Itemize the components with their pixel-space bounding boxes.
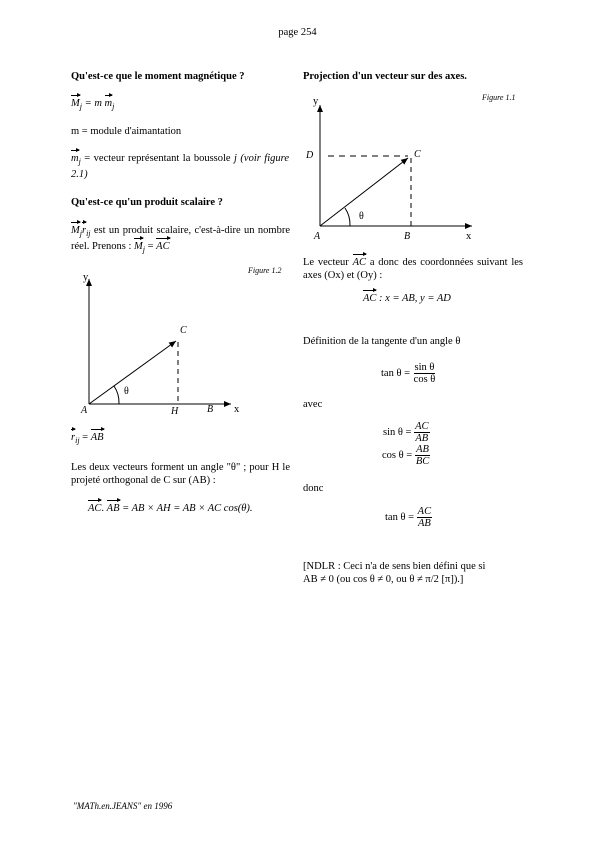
section-heading-magnetic-moment: Qu'est-ce que le moment magnétique ?	[71, 71, 245, 82]
tan-equation: tan θ = $\frac{\text{sin θ}}{\text{cos θ}}$	[381, 362, 436, 385]
scalar-product-paragraph: $M_jr_{ij}$ est un produit scalaire, c'est-à-dire un nombre réel. Prenons : $M_j$ = AC	[71, 225, 290, 255]
label-a: A	[314, 231, 321, 242]
label-y: y	[83, 272, 89, 283]
label-b: B	[404, 231, 411, 242]
angle-arc	[345, 208, 350, 226]
angle-paragraph: Les deux vecteurs forment un angle "θ" ; pour H le projeté orthogonal de C sur (AB) :	[71, 462, 290, 486]
page-number: page 254	[278, 27, 317, 38]
cos-equation: cos θ = $\frac{AB}{BC}$	[382, 444, 430, 467]
tangent-definition: Définition de la tangente d'un angle θ	[303, 336, 461, 347]
label-d: D	[306, 150, 314, 161]
sin-equation: sin θ = $\frac{AC}{AB}$	[383, 421, 429, 444]
figure-caption-1-2: Figure 1.2	[248, 266, 282, 275]
rij-equation: $r_{ij}$ = AB	[71, 432, 104, 446]
figure-caption-1-1: Figure 1.1	[482, 93, 516, 102]
coordinates-equation: AC : x = AB, y = AD	[363, 293, 451, 304]
section-heading-scalar-product: Qu'est-ce qu'un produit scalaire ?	[71, 197, 223, 208]
mj-definition: $m_j$ = vecteur représentant la boussole j (voir figure 2.1)	[71, 153, 289, 181]
section-heading-projection: Projection d'un vecteur sur des axes.	[303, 71, 467, 82]
label-theta: θ	[359, 211, 364, 222]
figure-1-2-diagram	[68, 266, 268, 421]
dot-product-equation: AC. AB = AB × AH = AB × AC cos(θ).	[88, 503, 253, 514]
label-b: B	[207, 404, 214, 415]
vector-ac	[89, 341, 176, 404]
angle-arc	[114, 386, 119, 404]
avec-label: avec	[303, 399, 323, 410]
label-c: C	[180, 325, 187, 336]
editor-note: [NDLR : Ceci n'a de sens bien défini que si AB ≠ 0 (ou cos θ ≠ 0, ou θ ≠ π/2 [π]).]	[303, 561, 486, 585]
m-definition: m = module d'aimantation	[71, 126, 182, 137]
coordinates-paragraph: Le vecteur AC a donc des coordonnées suivant les axes (Ox) et (Oy) :	[303, 257, 523, 281]
label-c: C	[414, 149, 421, 160]
vector-ac	[320, 158, 408, 226]
label-a: A	[81, 405, 88, 416]
label-y: y	[313, 96, 319, 107]
label-theta: θ	[124, 386, 129, 397]
footer-text: "MATh.en.JEANS" en 1996	[73, 801, 173, 811]
donc-label: donc	[303, 483, 324, 494]
label-h: H	[171, 406, 179, 417]
equation-magnetic-moment: $M_j = m$ $m_j$	[71, 98, 115, 112]
label-x: x	[234, 404, 240, 415]
tan-result-equation: tan θ = $\frac{AC}{AB}$	[385, 506, 432, 529]
figure-1-1-diagram	[298, 90, 488, 245]
label-x: x	[466, 231, 472, 242]
